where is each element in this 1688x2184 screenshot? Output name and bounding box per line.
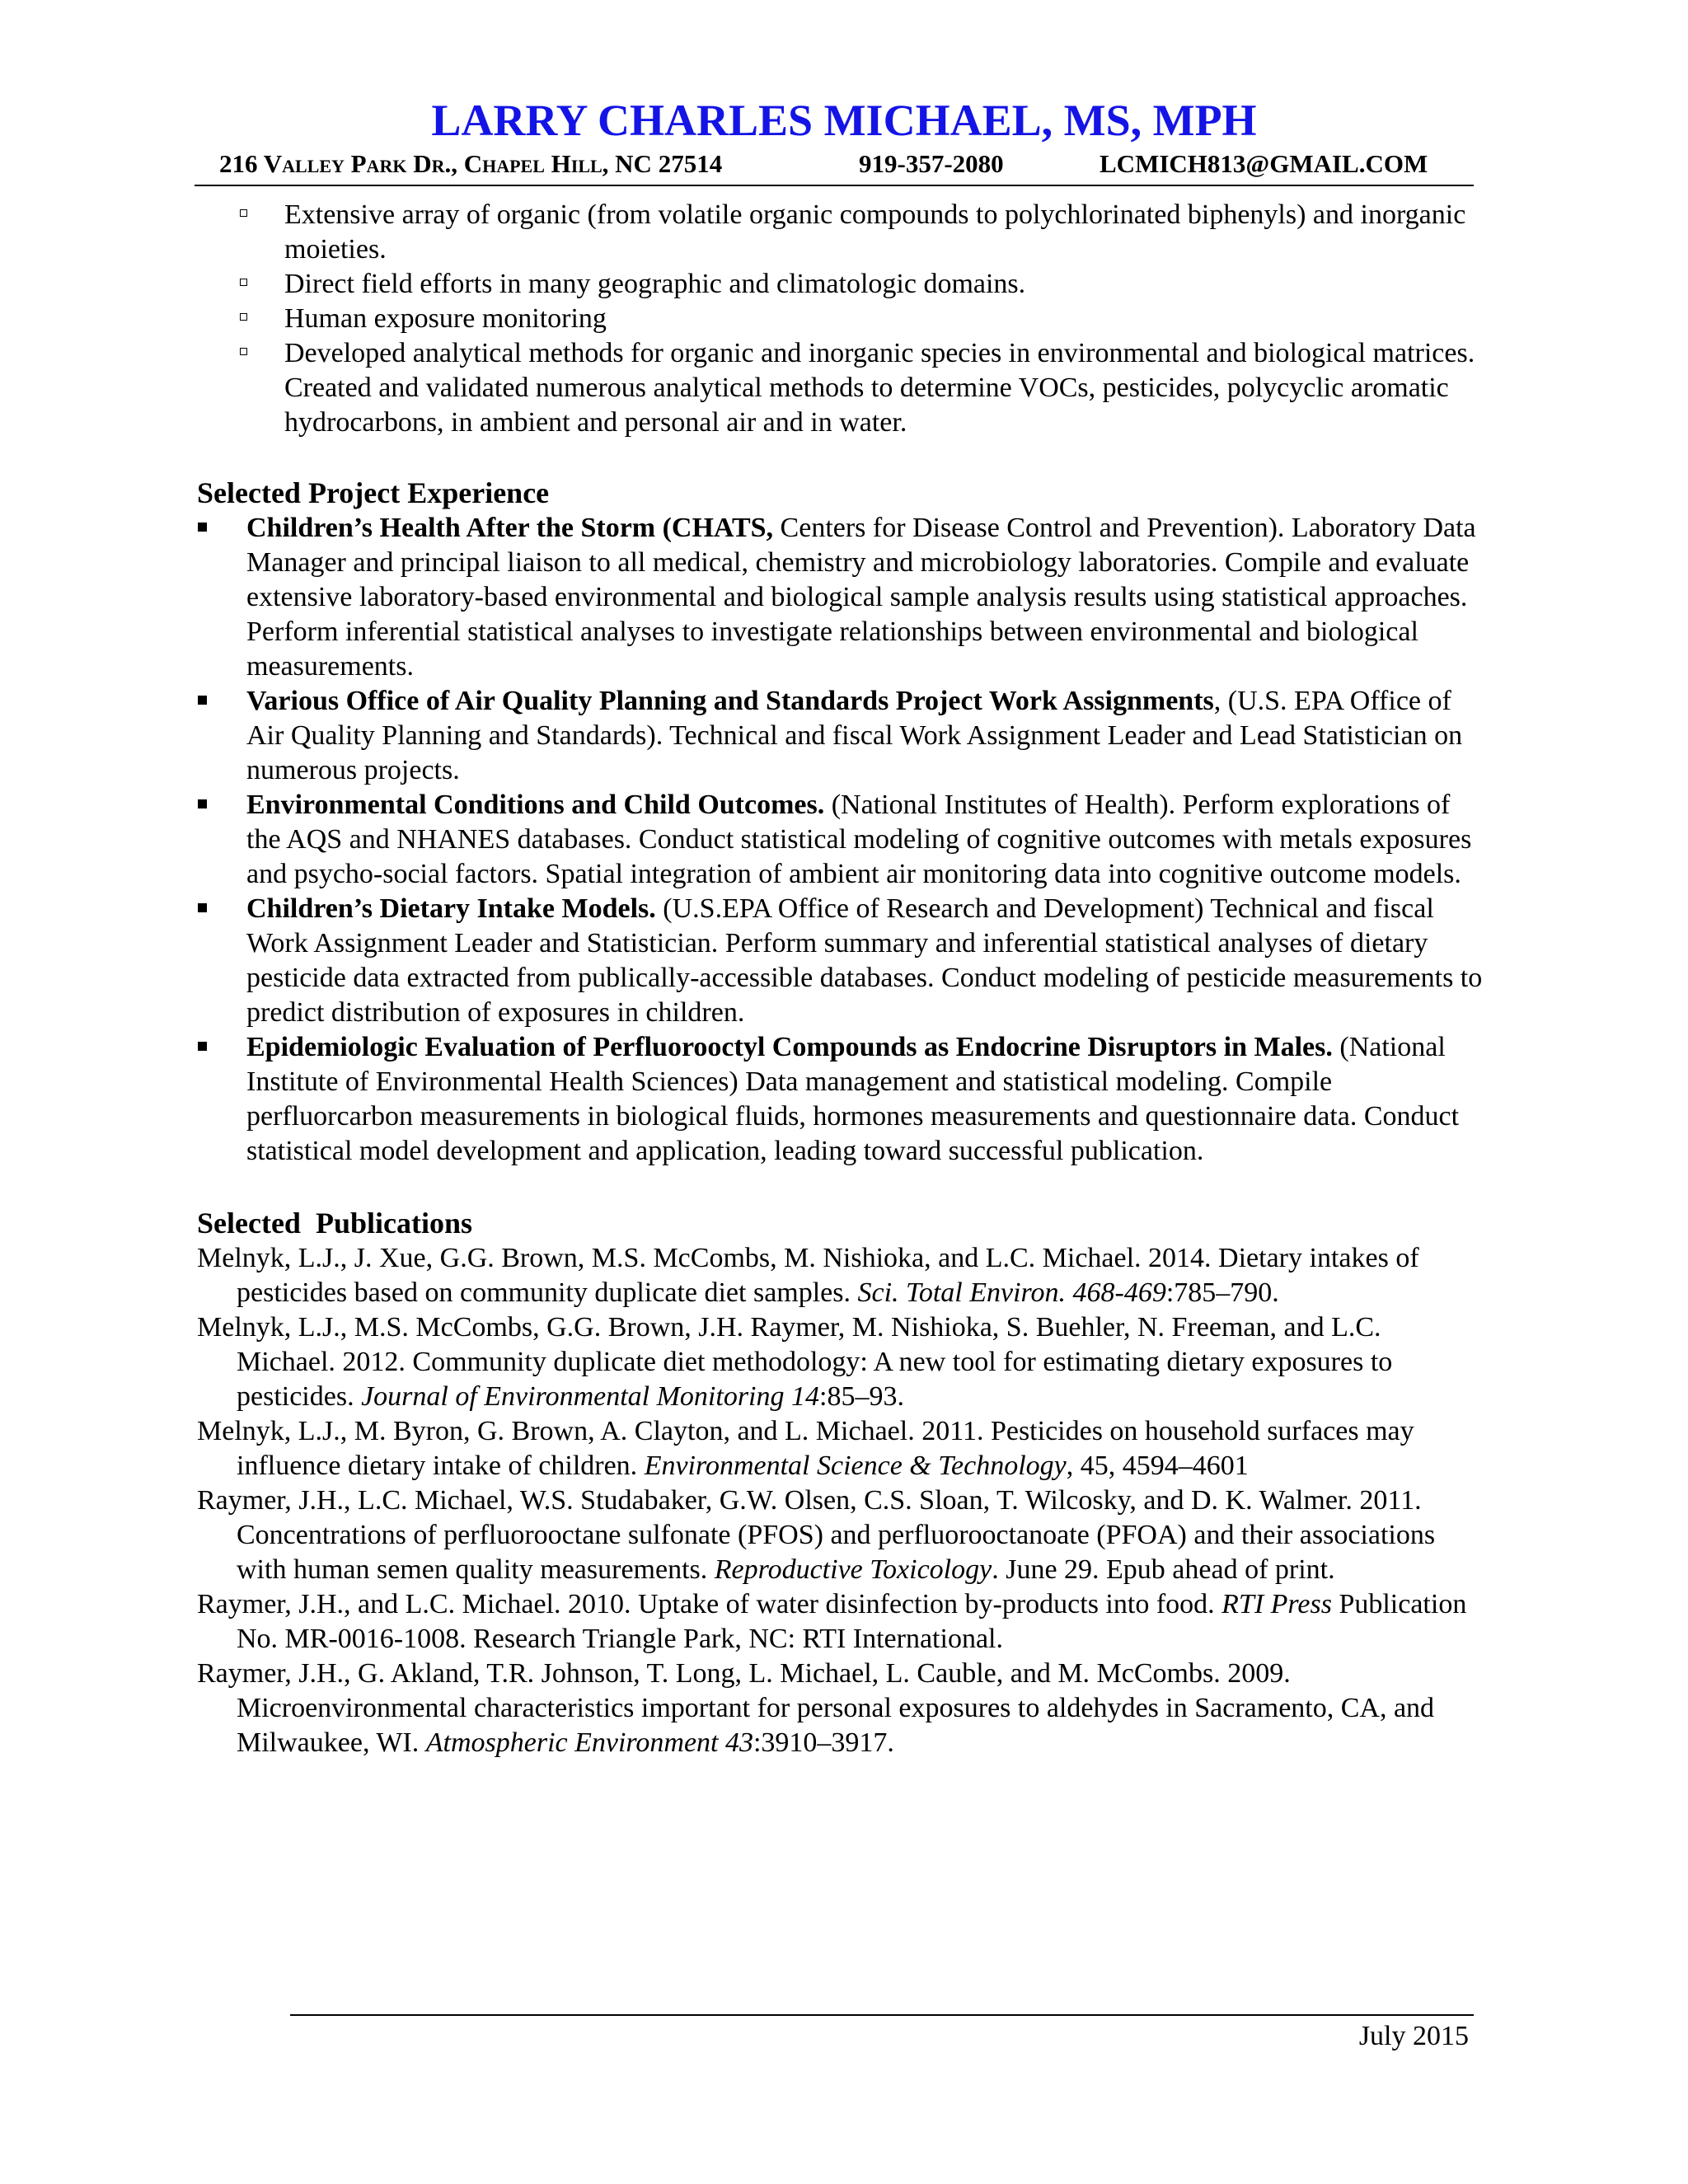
list-item-text: Human exposure monitoring (284, 303, 607, 334)
hollow-square-bullet-icon (240, 313, 247, 321)
list-item (197, 267, 1483, 302)
list-item (197, 336, 1483, 440)
project-title: Children’s Dietary Intake Models. (246, 893, 656, 924)
publication-journal: RTI Press (1221, 1589, 1332, 1619)
project-description: Centers for Disease Control and Prevention). Laboratory Data Manager and principal liaison to all medical, chemistry and microbiology laboratories. Compile and evaluate extensive laboratory-based environmental and biological sample analysis results using statistical approaches. Perform inferential statistical analyses to investigate relationships between environmental and biological measurements. (246, 513, 1476, 682)
phone-number: 919-357-2080 (859, 149, 1004, 178)
capabilities-list (197, 198, 1483, 440)
publication-citation: Melnyk, L.J., M.S. McCombs, G.G. Brown, J.H. Raymer, M. Nishioka, S. Buehler, N. Freeman, and L.C. Michael. 2012. Community duplicate diet methodology: A new tool for estimating dietary exposures to pesticides. (197, 1312, 1393, 1412)
section-heading-publications: Selected Publications (197, 1207, 472, 1240)
filled-square-bullet-icon (198, 523, 207, 532)
publication-entry (197, 1414, 1483, 1483)
footer-date: July 2015 (1358, 2021, 1469, 2051)
project-description: (National Institute of Environmental Health Sciences) Data management and statistical modeling. Compile perfluorcarbon measurements in biological fluids, hormones measurements and questionnaire data. Conduct statistical model development and application, leading toward successful publication. (246, 1032, 1460, 1166)
project-item (197, 511, 1483, 684)
publication-journal: Environmental Science & Technology (644, 1451, 1067, 1481)
publication-pages: :85–93. (819, 1381, 904, 1412)
hollow-square-bullet-icon (240, 279, 247, 286)
publication-pages: :3910–3917. (753, 1727, 894, 1758)
project-item (197, 788, 1483, 892)
footer-divider (290, 2014, 1474, 2016)
list-item (197, 302, 1483, 336)
publications-list (197, 1241, 1483, 1760)
publication-journal: Journal of Environmental Monitoring 14 (361, 1381, 819, 1412)
project-description: (National Institutes of Health). Perform explorations of the AQS and NHANES databases. Conduct statistical modeling of cognitive outcomes with metals exposures and psycho-social factors. Spatial integration of ambient air monitoring data into cognitive outcome models. (246, 790, 1472, 889)
list-item-text: Direct field efforts in many geographic and climatologic domains. (284, 269, 1026, 299)
publication-pages: . June 29. Epub ahead of print. (992, 1554, 1335, 1585)
project-title: Epidemiologic Evaluation of Perfluorooctyl Compounds as Endocrine Disruptors in Males. (246, 1032, 1333, 1062)
email-address: LCMICH813@GMAIL.COM (1100, 149, 1428, 178)
projects-list (197, 511, 1483, 1169)
publication-journal: Atmospheric Environment 43 (425, 1727, 753, 1758)
publication-citation: Raymer, J.H., and L.C. Michael. 2010. Uptake of water disinfection by-products into food. (197, 1589, 1222, 1619)
filled-square-bullet-icon (198, 903, 207, 912)
project-item (197, 1030, 1483, 1169)
contact-line (195, 150, 1474, 186)
project-title: Environmental Conditions and Child Outcomes. (246, 790, 825, 820)
list-item-text: Developed analytical methods for organic and inorganic species in environmental and biological matrices. Created and validated numerous analytical methods to determine VOCs, pesticides, polycyclic aromatic hydrocarbons, in ambient and personal air and in water. (284, 338, 1475, 438)
resume-content (197, 198, 1483, 1760)
publication-pages: Publication No. MR-0016-1008. Research Triangle Park, NC: RTI International. (237, 1589, 1467, 1654)
project-item (197, 892, 1483, 1030)
publication-journal: Sci. Total Environ. 468-469 (857, 1277, 1166, 1308)
hollow-square-bullet-icon (240, 209, 247, 217)
project-title: Various Office of Air Quality Planning and Standards Project Work Assignments (246, 686, 1214, 716)
publication-citation: Raymer, J.H., G. Akland, T.R. Johnson, T. Long, L. Michael, L. Cauble, and M. McCombs. 2009. Microenvironmental characteristics important for personal exposures to aldehydes in Sacramento, CA, and Milwaukee, WI. (197, 1658, 1435, 1758)
address: 216 Valley Park Dr., Chapel Hill, NC 27514 (219, 149, 723, 178)
publication-entry (197, 1483, 1483, 1587)
list-item-text: Extensive array of organic (from volatile organic compounds to polychlorinated biphenyls) and inorganic moieties. (284, 199, 1466, 265)
publication-pages: :785–790. (1165, 1277, 1279, 1308)
page-title: LARRY CHARLES MICHAEL, MS, MPH (431, 96, 1257, 145)
publication-entry (197, 1241, 1483, 1310)
publication-citation: Melnyk, L.J., M. Byron, G. Brown, A. Clayton, and L. Michael. 2011. Pesticides on household surfaces may influence dietary intake of children. (197, 1416, 1414, 1481)
hollow-square-bullet-icon (240, 348, 247, 355)
filled-square-bullet-icon (198, 799, 207, 808)
publication-citation: Raymer, J.H., L.C. Michael, W.S. Studabaker, G.W. Olsen, C.S. Sloan, T. Wilcosky, and D. K. Walmer. 2011. Concentrations of perfluorooctane sulfonate (PFOS) and perfluorooctanoate (PFOA) and their associations with human semen quality measurements. (197, 1485, 1436, 1585)
publication-entry (197, 1310, 1483, 1414)
publication-pages: , 45, 4594–4601 (1066, 1451, 1249, 1481)
project-description: , (U.S. EPA Office of Air Quality Planning and Standards). Technical and fiscal Work Assignment Leader and Lead Statistician on numerous projects. (246, 686, 1463, 785)
project-item (197, 684, 1483, 788)
list-item (197, 198, 1483, 267)
publication-citation: Melnyk, L.J., J. Xue, G.G. Brown, M.S. McCombs, M. Nishioka, and L.C. Michael. 2014. Dietary intakes of pesticides based on community duplicate diet samples. (197, 1243, 1419, 1308)
publication-entry (197, 1587, 1483, 1657)
section-heading-projects: Selected Project Experience (197, 476, 550, 509)
filled-square-bullet-icon (198, 1042, 207, 1051)
project-description: (U.S.EPA Office of Research and Development) Technical and fiscal Work Assignment Leader and Statistician. Perform summary and inferential statistical analyses of dietary pesticide data extracted from publically-accessible databases. Conduct modeling of pesticide measurements to predict distribution of exposures in children. (246, 893, 1483, 1028)
project-title: Children’s Health After the Storm (CHATS, (246, 513, 774, 543)
publication-journal: Reproductive Toxicology (714, 1554, 992, 1585)
publication-entry (197, 1657, 1483, 1760)
filled-square-bullet-icon (198, 696, 207, 705)
